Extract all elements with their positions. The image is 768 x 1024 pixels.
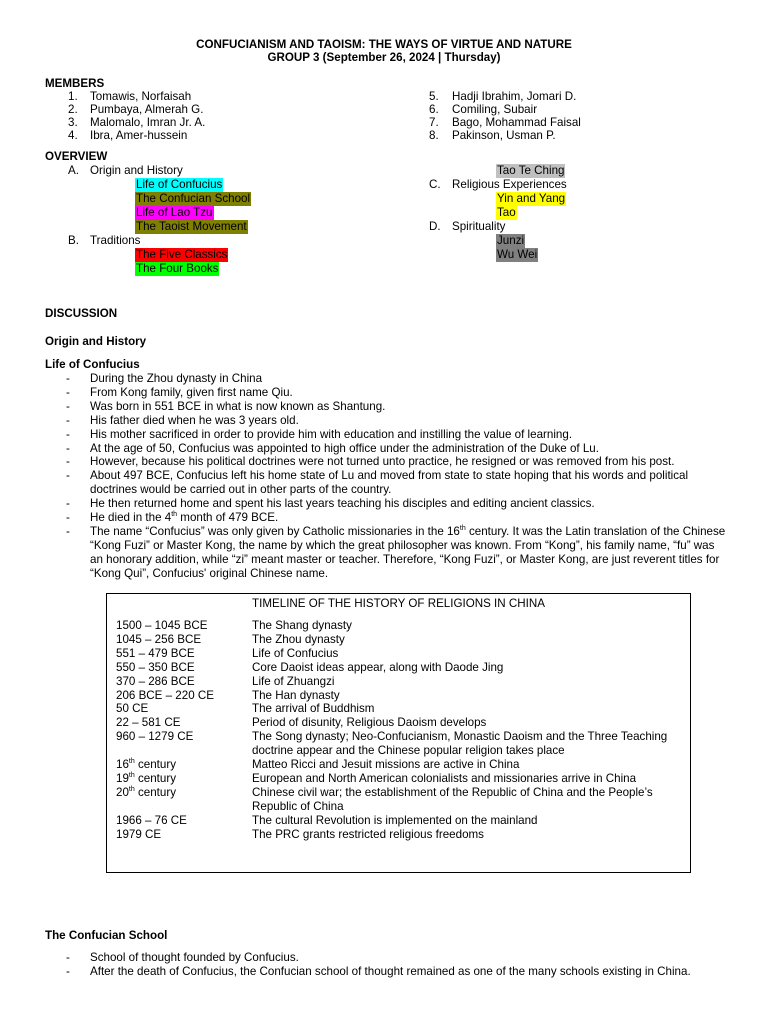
member-name: Ibra, Amer-hussein bbox=[90, 129, 188, 142]
timeline-date: 550 – 350 BCE bbox=[116, 660, 195, 674]
bullet-dash: - bbox=[66, 385, 70, 399]
overview-item-highlight: Wu Wei bbox=[497, 248, 538, 261]
list-item-text: The name “Confucius” was only given by Catholic missionaries in the 16th century. It was the Latin translation of the Chinese “Kong Fuzi” or Master Kong, the name by which the great philosopher was known. From “Kong”, his family name, “fu” was an honorary addition, while “zi” meant master or teacher. Therefore, “Kong Fuzi”, or Master Kong, are just reverent titles for “Kong Qui”, Confucius' original Chinese name. bbox=[90, 524, 726, 580]
bullet-dash: - bbox=[66, 497, 70, 511]
list-item bbox=[66, 469, 726, 497]
timeline-event: The Song dynasty; Neo-Confucianism, Monastic Daoism and the Three Teaching doctrine appear and the Chinese popular religion takes place bbox=[252, 730, 668, 758]
origin-history-heading: Origin and History bbox=[45, 335, 147, 348]
timeline-row bbox=[116, 814, 676, 828]
timeline-date: 551 – 479 BCE bbox=[116, 646, 195, 660]
list-item bbox=[66, 951, 726, 965]
member-name: Hadji Ibrahim, Jomari D. bbox=[452, 90, 577, 103]
overview-heading: OVERVIEW bbox=[45, 150, 108, 163]
timeline-row bbox=[116, 702, 676, 716]
timeline-event: The Han dynasty bbox=[252, 688, 340, 702]
overview-origin-label: Origin and History bbox=[90, 164, 183, 177]
member-number: 1. bbox=[68, 90, 78, 103]
timeline-event: Core Daoist ideas appear, along with Daode Jing bbox=[252, 660, 504, 674]
member-number: 4. bbox=[68, 129, 78, 142]
list-item bbox=[66, 511, 726, 525]
members-heading: MEMBERS bbox=[45, 77, 105, 90]
timeline-event: Matteo Ricci and Jesuit missions are active in China bbox=[252, 758, 520, 772]
timeline-date: 206 BCE – 220 CE bbox=[116, 688, 214, 702]
member-number: 8. bbox=[429, 129, 439, 142]
overview-item-highlight: The Four Books bbox=[136, 262, 219, 275]
timeline-row bbox=[116, 772, 676, 786]
list-item bbox=[66, 414, 726, 428]
timeline-title: TIMELINE OF THE HISTORY OF RELIGIONS IN CHINA bbox=[252, 597, 545, 610]
member-number: 7. bbox=[429, 116, 439, 129]
overview-religious-label: Religious Experiences bbox=[452, 178, 567, 191]
timeline-row bbox=[116, 730, 676, 758]
life-of-confucius-list bbox=[66, 372, 726, 581]
member-name: Bago, Mohammad Faisal bbox=[452, 116, 581, 129]
bullet-dash: - bbox=[66, 399, 70, 413]
timeline-date: 50 CE bbox=[116, 702, 149, 716]
confucian-school-heading: The Confucian School bbox=[45, 929, 168, 942]
member-number: 5. bbox=[429, 90, 439, 103]
timeline-event: Period of disunity, Religious Daoism develops bbox=[252, 716, 487, 730]
overview-item-highlight: Life of Confucius bbox=[136, 178, 223, 191]
overview-letter-b: B. bbox=[68, 234, 79, 247]
bullet-dash: - bbox=[66, 413, 70, 427]
bullet-dash: - bbox=[66, 964, 70, 978]
list-item-text: At the age of 50, Confucius was appointed to high office under the administration of the Duke of Lu. bbox=[90, 441, 599, 455]
timeline-event: The cultural Revolution is implemented on the mainland bbox=[252, 813, 538, 827]
list-item bbox=[66, 386, 726, 400]
member-number: 3. bbox=[68, 116, 78, 129]
timeline-date: 960 – 1279 CE bbox=[116, 730, 194, 744]
bullet-dash: - bbox=[66, 372, 70, 385]
life-of-confucius-heading: Life of Confucius bbox=[45, 358, 140, 371]
timeline-date: 370 – 286 BCE bbox=[116, 674, 195, 688]
overview-item-highlight: Life of Lao Tzu bbox=[136, 206, 213, 219]
member-name: Pakinson, Usman P. bbox=[452, 129, 556, 142]
list-item bbox=[66, 400, 726, 414]
list-item-text: After the death of Confucius, the Confucian school of thought remained as one of the many schools existing in China. bbox=[90, 964, 691, 978]
timeline-row bbox=[116, 633, 676, 647]
timeline-event: The PRC grants restricted religious freedoms bbox=[252, 827, 484, 841]
timeline-row bbox=[116, 758, 676, 772]
list-item-text: From Kong family, given first name Qiu. bbox=[90, 385, 293, 399]
overview-item-highlight: Tao bbox=[497, 206, 516, 219]
list-item bbox=[66, 525, 726, 581]
overview-item-highlight: The Five Classics bbox=[136, 248, 228, 261]
list-item bbox=[66, 965, 726, 979]
list-item-text: Was born in 551 BCE in what is now known as Shantung. bbox=[90, 399, 386, 413]
bullet-dash: - bbox=[66, 511, 70, 525]
list-item bbox=[66, 497, 726, 511]
confucian-school-list bbox=[66, 951, 726, 979]
timeline-row bbox=[116, 828, 676, 842]
list-item-text: During the Zhou dynasty in China bbox=[90, 372, 263, 385]
timeline-row bbox=[116, 675, 676, 689]
list-item-text: He died in the 4th month of 479 BCE. bbox=[90, 511, 279, 525]
overview-item-highlight: Tao Te Ching bbox=[497, 164, 565, 177]
bullet-dash: - bbox=[66, 951, 70, 964]
timeline-row bbox=[116, 619, 676, 633]
member-number: 2. bbox=[68, 103, 78, 116]
overview-item-highlight: Junzi bbox=[497, 234, 525, 247]
list-item-text: He then returned home and spent his last years teaching his disciples and editing ancient classics. bbox=[90, 497, 595, 511]
bullet-dash: - bbox=[66, 469, 70, 483]
list-item-text: His father died when he was 3 years old. bbox=[90, 413, 299, 427]
overview-traditions-label: Traditions bbox=[90, 234, 141, 247]
member-name: Tomawis, Norfaisah bbox=[90, 90, 192, 103]
timeline-row bbox=[116, 689, 676, 703]
timeline-event: The Zhou dynasty bbox=[252, 632, 345, 646]
timeline-date: 1500 – 1045 BCE bbox=[116, 619, 208, 632]
timeline-row bbox=[116, 786, 676, 814]
timeline-event: Life of Confucius bbox=[252, 646, 339, 660]
member-name: Malomalo, Imran Jr. A. bbox=[90, 116, 206, 129]
timeline-rows bbox=[116, 619, 676, 842]
list-item bbox=[66, 455, 726, 469]
document-subtitle: GROUP 3 (September 26, 2024 | Thursday) bbox=[267, 51, 501, 64]
list-item bbox=[66, 372, 726, 386]
discussion-heading: DISCUSSION bbox=[45, 307, 118, 320]
member-name: Pumbaya, Almerah G. bbox=[90, 103, 204, 116]
overview-letter-d: D. bbox=[429, 220, 441, 233]
timeline-date: 1045 – 256 BCE bbox=[116, 632, 202, 646]
list-item-text: School of thought founded by Confucius. bbox=[90, 951, 299, 964]
member-name: Comiling, Subair bbox=[452, 103, 538, 116]
list-item bbox=[66, 442, 726, 456]
timeline-date: 1979 CE bbox=[116, 827, 162, 841]
overview-letter-c: C. bbox=[429, 178, 441, 191]
list-item-text: However, because his political doctrines were not turned unto practice, he resigned or was removed from his post. bbox=[90, 455, 675, 469]
overview-spirituality-label: Spirituality bbox=[452, 220, 506, 233]
bullet-dash: - bbox=[66, 441, 70, 455]
list-item-text: About 497 BCE, Confucius left his home state of Lu and moved from state to state hoping that his words and political doctrines would be carried out in other parts of the country. bbox=[90, 469, 689, 497]
timeline-event: European and North American colonialists and missionaries arrive in China bbox=[252, 771, 637, 785]
timeline-date: 22 – 581 CE bbox=[116, 716, 181, 730]
timeline-event: The Shang dynasty bbox=[252, 619, 352, 632]
document-title: CONFUCIANISM AND TAOISM: THE WAYS OF VIRTUE AND NATURE bbox=[196, 38, 572, 51]
timeline-row bbox=[116, 661, 676, 675]
timeline-date: 1966 – 76 CE bbox=[116, 813, 187, 827]
timeline-event: Life of Zhuangzi bbox=[252, 674, 335, 688]
timeline-event: Chinese civil war; the establishment of the Republic of China and the People’s Republic of China bbox=[252, 785, 653, 813]
member-number: 6. bbox=[429, 103, 439, 116]
list-item-text: His mother sacrificed in order to provide him with education and instilling the value of learning. bbox=[90, 427, 573, 441]
bullet-dash: - bbox=[66, 524, 70, 538]
bullet-dash: - bbox=[66, 455, 70, 469]
timeline-date: 20th century bbox=[116, 785, 176, 799]
timeline-date: 19th century bbox=[116, 771, 176, 785]
overview-item-highlight: The Confucian School bbox=[136, 192, 251, 205]
bullet-dash: - bbox=[66, 427, 70, 441]
timeline-date: 16th century bbox=[116, 758, 176, 772]
timeline-row bbox=[116, 647, 676, 661]
timeline-row bbox=[116, 716, 676, 730]
overview-item-highlight: The Taoist Movement bbox=[136, 220, 247, 233]
list-item bbox=[66, 428, 726, 442]
timeline-event: The arrival of Buddhism bbox=[252, 702, 375, 716]
timeline-box bbox=[106, 593, 691, 873]
overview-letter-a: A. bbox=[68, 164, 79, 177]
overview-item-highlight: Yin and Yang bbox=[497, 192, 566, 205]
